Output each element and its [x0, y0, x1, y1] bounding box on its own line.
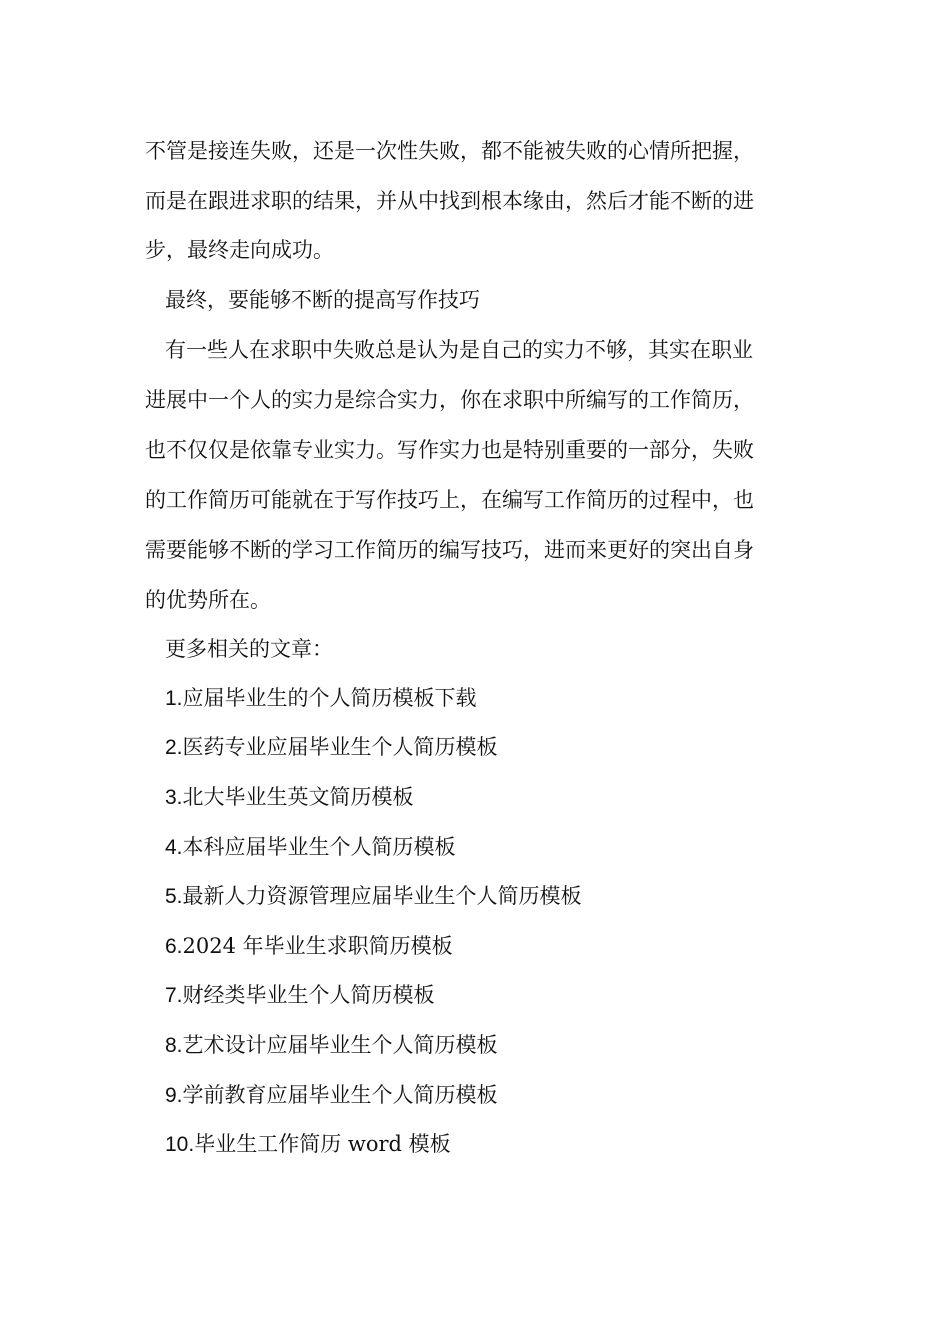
list-number: 3. [165, 786, 183, 809]
paragraph-line: 的工作简历可能就在于写作技巧上，在编写工作简历的过程中，也 [145, 488, 754, 512]
paragraph-line: 的优势所在。 [145, 588, 271, 612]
paragraph-line: 而是在跟进求职的结果，并从中找到根本缘由，然后才能不断的进 [145, 189, 754, 213]
related-article-link[interactable] [165, 975, 435, 1015]
list-text: 本科应届毕业生个人简历模板 [182, 835, 456, 859]
list-number: 5. [165, 885, 183, 908]
paragraph-line: 步，最终走向成功。 [145, 238, 334, 262]
section-heading: 最终，要能够不断的提高写作技巧 [165, 288, 480, 312]
related-article-link[interactable] [165, 777, 414, 817]
paragraph-line: 有一些人在求职中失败总是认为是自己的实力不够，其实在职业 [165, 338, 753, 362]
list-text: 最新人力资源管理应届毕业生个人简历模板 [182, 884, 582, 908]
paragraph-line: 进展中一个人的实力是综合实力，你在求职中所编写的工作简历， [145, 388, 754, 412]
list-number: 10. [165, 1133, 195, 1156]
list-text: 医药专业应届毕业生个人简历模板 [182, 735, 498, 759]
related-article-link[interactable] [165, 1025, 498, 1065]
list-number: 9. [165, 1084, 183, 1107]
list-number: 4. [165, 836, 183, 859]
list-text: 毕业生工作简历 word 模板 [194, 1132, 451, 1156]
list-number: 2. [165, 736, 183, 759]
list-text: 北大毕业生英文简历模板 [182, 785, 414, 809]
paragraph-line: 不管是接连失败，还是一次性失败，都不能被失败的心情所把握， [145, 139, 754, 163]
related-articles-title: 更多相关的文章： [165, 637, 333, 661]
list-number: 8. [165, 1034, 183, 1057]
related-article-link[interactable] [165, 926, 453, 966]
list-text: 学前教育应届毕业生个人简历模板 [182, 1083, 498, 1107]
related-article-link[interactable] [165, 727, 498, 767]
related-article-link[interactable] [165, 678, 477, 718]
paragraph-line: 也不仅仅是依靠专业实力。写作实力也是特别重要的一部分，失败 [145, 438, 754, 462]
list-number: 6. [165, 935, 183, 958]
related-article-link[interactable] [165, 876, 582, 916]
list-number: 7. [165, 984, 183, 1007]
related-article-link[interactable] [165, 827, 456, 867]
list-text: 2024 年毕业生求职简历模板 [182, 934, 453, 958]
list-number: 1. [165, 687, 183, 710]
related-article-link[interactable] [165, 1124, 451, 1164]
list-text: 艺术设计应届毕业生个人简历模板 [182, 1033, 498, 1057]
paragraph-line: 需要能够不断的学习工作简历的编写技巧，进而来更好的突出自身 [145, 538, 754, 562]
list-text: 财经类毕业生个人简历模板 [182, 983, 435, 1007]
list-text: 应届毕业生的个人简历模板下载 [182, 686, 477, 710]
related-article-link[interactable] [165, 1075, 498, 1115]
